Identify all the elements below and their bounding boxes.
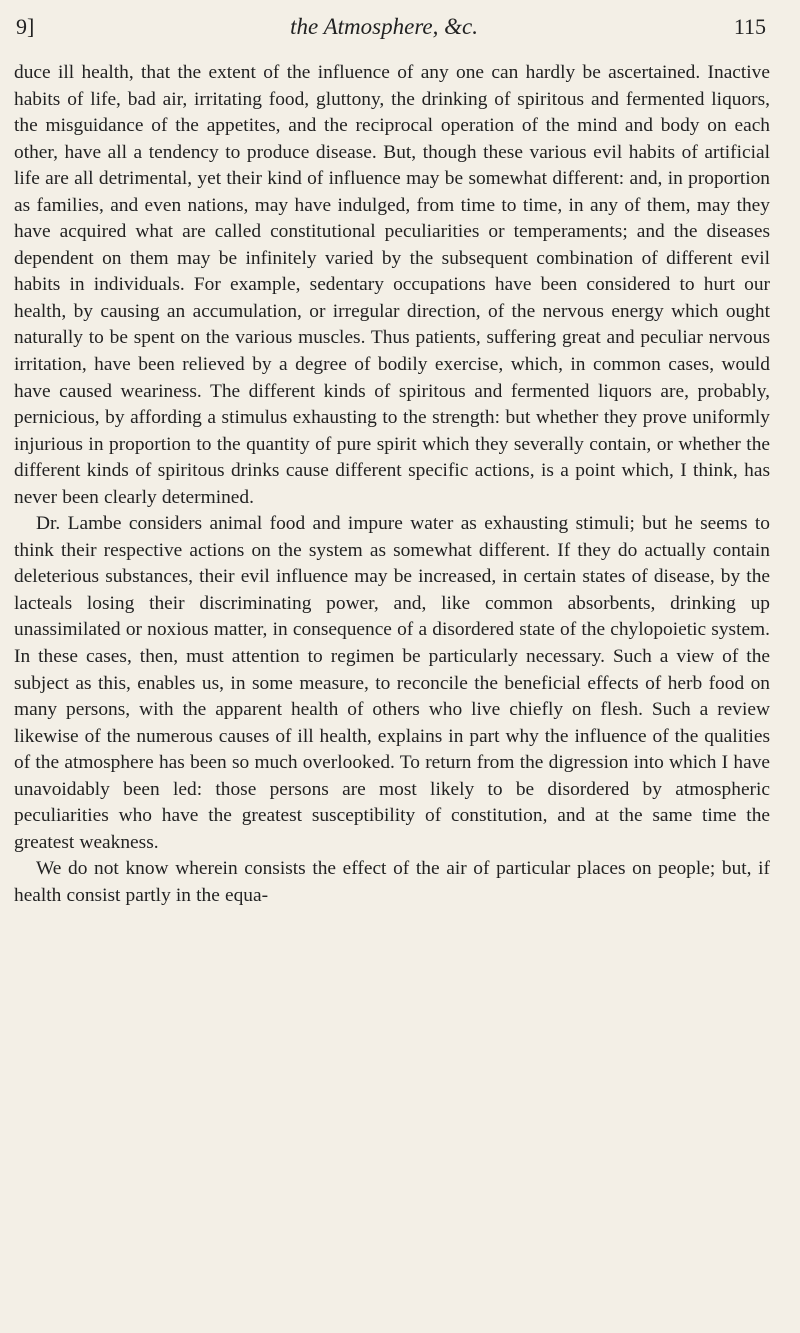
page-number: 115 — [733, 14, 766, 39]
running-title: the Atmosphere, &c. — [290, 14, 478, 39]
signature-mark: 9] — [16, 14, 35, 39]
paragraph-2: Dr. Lambe considers animal food and impure water as exhausting stimuli; but he seems to think their respective actions on the system as somewhat different. If they do actually contain deleterious substances, their evil influence may be increased, in certain states of disease, by the lacteals losing their discriminating power, and, like common absorbents, drinking up unassimilated or noxious matter, in consequence of a disordered state of the chylopoietic system. In these cases, then, must attention to regimen be particularly necessary. Such a view of the subject as this, enables us, in some measure, to reconcile the beneficial effects of herb food on many persons, with the apparent health of others who live chiefly on flesh. Such a review likewise of the numerous causes of ill health, explains in part why the influence of the qualities of the atmosphere has been so much overlooked. To return from the digression into which I have unavoidably been led: those persons are most likely to be disordered by atmospheric peculiarities who have the greatest susceptibility of constitution, and at the same time the greatest weakness. — [14, 513, 770, 853]
paragraph-3: We do not know wherein consists the effect of the air of particular places on people; but, if health consist partly in the equa- — [14, 858, 770, 906]
running-header — [14, 14, 770, 60]
body-text — [14, 60, 770, 910]
paragraph-1: duce ill health, that the extent of the influence of any one can hardly be ascertained. Inactive habits of life, bad air, irritating food, gluttony, the drinking of spiritous and fermented liquors, the misguidance of the appetites, and the reciprocal operation of the mind and body on each other, have all a tendency to produce disease. But, though these various evil habits of artificial life are all detrimental, yet their kind of influence may be somewhat different: and, in proportion as families, and even nations, may have indulged, from time to time, in any of them, may they have acquired what are called constitutional peculiarities or temperaments; and the diseases dependent on them may be infinitely varied by the subsequent combination of different evil habits in individuals. For example, sedentary occupations have been considered to hurt our health, by causing an accumulation, or irregular direction, of the nervous energy which ought naturally to be spent on the various muscles. Thus patients, suffering great and peculiar nervous irritation, have been relieved by a degree of bodily exercise, which, in common cases, would have caused weariness. The different kinds of spiritous and fermented liquors are, probably, pernicious, by affording a stimulus exhausting to the strength: but whether they prove uniformly injurious in proportion to the quantity of pure spirit which they severally contain, or whether the different kinds of spiritous drinks cause different specific actions, is a point which, I think, has never been clearly determined. — [14, 62, 770, 508]
